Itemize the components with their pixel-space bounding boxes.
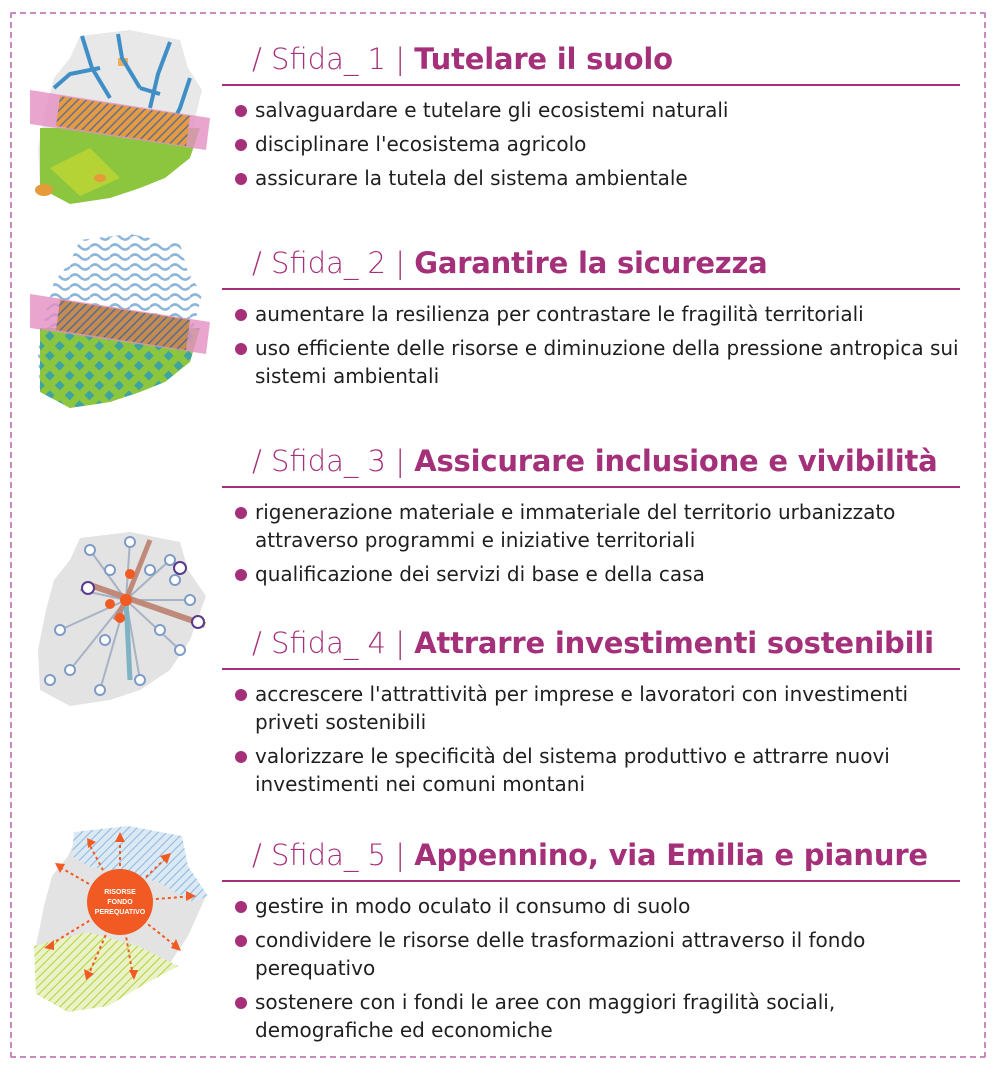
challenge-3-list	[222, 498, 960, 588]
list-item: assicurare la tutela del sistema ambientale	[222, 164, 960, 192]
challenge-5-list	[222, 892, 960, 1044]
bullet-icon	[235, 139, 247, 151]
map-services-network	[30, 530, 215, 710]
challenge-5-header	[222, 824, 960, 882]
challenge-5-title: Appennino, via Emilia e pianure	[414, 838, 928, 872]
bullet-icon	[235, 309, 247, 321]
list-item: accrescere l'attrattività per imprese e lavoratori con investimenti priveti sostenibili	[222, 680, 960, 736]
challenge-1	[222, 28, 960, 192]
list-item: aumentare la resilienza per contrastare le fragilità territoriali	[222, 300, 960, 328]
list-item: qualificazione dei servizi di base e della casa	[222, 560, 960, 588]
bullet-icon	[235, 935, 247, 947]
challenge-2-title: Garantire la sicurezza	[414, 246, 768, 280]
challenge-4-list	[222, 680, 960, 798]
list-item: salvaguardare e tutelare gli ecosistemi naturali	[222, 96, 960, 124]
list-item: disciplinare l'ecosistema agricolo	[222, 130, 960, 158]
bullet-icon	[235, 105, 247, 117]
map5-label-line-1: RISORSE	[104, 889, 136, 896]
challenge-1-title: Tutelare il suolo	[414, 42, 673, 76]
challenge-5-number: / Sfida_ 5 |	[252, 838, 406, 872]
map-equalisation-fund	[28, 826, 213, 1016]
challenge-3-header	[222, 430, 960, 488]
challenge-1-header	[222, 28, 960, 86]
map5-label-line-2: FONDO	[107, 899, 133, 906]
challenge-4	[222, 612, 960, 798]
bullet-icon	[235, 507, 247, 519]
bullet-icon	[235, 751, 247, 763]
challenge-1-list	[222, 96, 960, 192]
list-item: gestire in modo oculato il consumo di suolo	[222, 892, 960, 920]
map-safety	[30, 232, 210, 412]
list-item: rigenerazione materiale e immateriale del territorio urbanizzato attraverso programmi e iniziative territoriali	[222, 498, 960, 554]
challenge-4-number: / Sfida_ 4 |	[252, 626, 406, 660]
challenge-4-title: Attrarre investimenti sostenibili	[414, 626, 934, 660]
list-item: valorizzare le specificità del sistema produttivo e attrarre nuovi investimenti nei comuni montani	[222, 742, 960, 798]
challenge-2	[222, 232, 960, 390]
map-soil-protection	[30, 28, 210, 208]
challenge-2-header	[222, 232, 960, 290]
challenge-3-title: Assicurare inclusione e vivibilità	[414, 444, 938, 478]
challenge-3-number: / Sfida_ 3 |	[252, 444, 406, 478]
bullet-icon	[235, 901, 247, 913]
bullet-icon	[235, 173, 247, 185]
challenge-5	[222, 824, 960, 1044]
challenge-1-number: / Sfida_ 1 |	[252, 42, 406, 76]
challenge-4-header	[222, 612, 960, 670]
bullet-icon	[235, 343, 247, 355]
challenge-2-number: / Sfida_ 2 |	[252, 246, 406, 280]
challenge-3	[222, 430, 960, 588]
list-item: uso efficiente delle risorse e diminuzione della pressione antropica sui sistemi ambientali	[222, 334, 960, 390]
bullet-icon	[235, 997, 247, 1009]
list-item: condividere le risorse delle trasformazioni attraverso il fondo perequativo	[222, 926, 960, 982]
bullet-icon	[235, 569, 247, 581]
bullet-icon	[235, 689, 247, 701]
list-item: sostenere con i fondi le aree con maggiori fragilità sociali, demografiche ed economiche	[222, 988, 960, 1044]
challenge-2-list	[222, 300, 960, 390]
map5-label-line-3: PEREQUATIVO	[94, 909, 146, 916]
